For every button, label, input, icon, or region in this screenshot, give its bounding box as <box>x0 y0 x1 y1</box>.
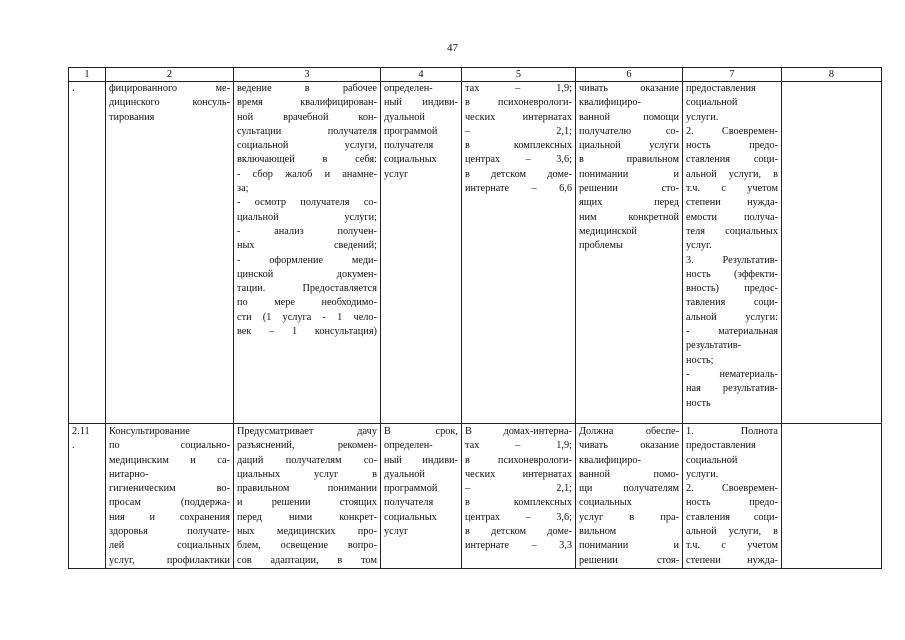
cell-line: в детском доме- <box>465 168 572 180</box>
cell-line: по социально- <box>109 440 230 452</box>
cell-line: 2. Своевремен- <box>686 125 778 137</box>
cell-line: программой <box>384 483 438 495</box>
cell-line: понимании и <box>579 540 679 552</box>
cell-line: проблемы <box>579 240 623 252</box>
cell-line: время квалифицирован- <box>237 97 377 109</box>
cell-line: блем, освещение вопро- <box>237 540 377 552</box>
cell-line: ная результатив- <box>686 383 778 395</box>
cell-line: тавления соци- <box>686 297 778 309</box>
cell-term <box>381 82 462 424</box>
cell-line: в психоневрологи- <box>465 454 572 466</box>
cell-line: сов адаптации, в том <box>237 554 377 566</box>
cell-line: Консультирование <box>109 426 190 437</box>
cell-line: ность предо- <box>686 497 778 509</box>
page-number: 47 <box>447 42 458 54</box>
cell-line: ведение в рабочее <box>237 83 377 94</box>
cell-term <box>381 424 462 569</box>
cell-line: решении стоя- <box>579 554 679 566</box>
cell-line: услуги. <box>686 468 719 480</box>
table-row <box>69 424 882 569</box>
cell-line: щи получателям <box>579 483 679 495</box>
cell-line: получателю со- <box>579 125 679 137</box>
cell-line: дуальной <box>384 468 425 480</box>
header-cell-7: 7 <box>683 68 782 82</box>
cell-line: – 2,1; <box>465 483 572 495</box>
cell-line: в комплексных <box>465 140 572 152</box>
cell-line: - материальная <box>686 326 778 338</box>
cell-line: в детском доме- <box>465 526 572 538</box>
cell-line: просам (поддержа- <box>109 497 230 509</box>
cell-line: Предусматривает дачу <box>237 426 377 437</box>
cell-line: . <box>72 440 75 452</box>
cell-line: услуг, профилактики <box>109 554 230 566</box>
cell-line: ных сведений; <box>237 240 377 252</box>
cell-line: - нематериаль- <box>686 368 778 380</box>
header-cell-1: 1 <box>69 68 106 82</box>
cell-service-name <box>106 424 234 569</box>
cell-line: получателя <box>384 140 434 152</box>
cell-line: т.ч. с учетом <box>686 183 778 195</box>
cell-line: альной услуги, в <box>686 168 778 180</box>
cell-tariff <box>462 82 576 424</box>
cell-line: правильном понимании <box>237 483 377 495</box>
cell-line: ставления соци- <box>686 511 778 523</box>
cell-line: т.ч. с учетом <box>686 540 778 552</box>
table-row <box>69 82 882 424</box>
cell-line: дуальной <box>384 111 425 123</box>
cell-line: чивать оказание <box>579 440 679 452</box>
cell-line: - анализ получен- <box>237 225 377 237</box>
cell-line: определен- <box>384 440 433 452</box>
cell-line: разъяснений, рекомен- <box>237 440 377 452</box>
cell-line: социальной <box>686 454 738 466</box>
cell-line: в психоневрологи- <box>465 97 572 109</box>
cell-line: теля социальных <box>686 225 778 237</box>
cell-line: социальных <box>384 511 437 523</box>
cell-line: циальной услуги <box>579 140 679 152</box>
cell-notes <box>782 424 882 569</box>
cell-line: 2.11 <box>72 426 90 437</box>
cell-line: ческих интернатах <box>465 111 572 123</box>
cell-line: здоровья получате- <box>109 526 230 538</box>
cell-line: понимании и <box>579 168 679 180</box>
cell-line: емости получа- <box>686 211 778 223</box>
cell-line: медицинской <box>579 225 637 237</box>
header-cell-2: 2 <box>106 68 234 82</box>
cell-line: гигиеническим во- <box>109 483 230 495</box>
cell-line: услуг в пра- <box>579 511 679 523</box>
cell-line: услуг <box>384 168 409 180</box>
cell-line: медицинским и са- <box>109 454 230 466</box>
cell-line: альной услуги: <box>686 311 778 323</box>
cell-service-name <box>106 82 234 424</box>
cell-line: услуги. <box>686 111 719 123</box>
cell-line: Должна обеспе- <box>579 426 679 437</box>
cell-line: даций получателям со- <box>237 454 377 466</box>
cell-line: ность предо- <box>686 140 778 152</box>
cell-number <box>69 82 106 424</box>
cell-line: - сбор жалоб и анамне- <box>237 168 377 180</box>
cell-line: ных медицинских про- <box>237 526 377 538</box>
cell-line: циальной услуги; <box>237 211 377 223</box>
cell-line: ность (эффекти- <box>686 268 778 280</box>
cell-line: в комплексных <box>465 497 572 509</box>
cell-line: интернате – 6,6 <box>465 183 572 195</box>
cell-line: результатив- <box>686 340 742 352</box>
header-cell-6: 6 <box>576 68 683 82</box>
cell-line: по мере необходимо- <box>237 297 377 309</box>
cell-line: дицинского консуль- <box>109 97 230 109</box>
cell-line: ванной помо- <box>579 468 679 480</box>
header-cell-3: 3 <box>234 68 381 82</box>
cell-line: социальной <box>686 97 738 109</box>
cell-line: социальных <box>384 154 437 166</box>
cell-line: В домах-интерна- <box>465 426 572 437</box>
cell-line: услуг <box>384 526 409 538</box>
cell-line: определен- <box>384 83 433 94</box>
cell-line: фицированного ме- <box>109 83 230 94</box>
cell-line: вильном <box>579 526 617 538</box>
cell-line: ставления соци- <box>686 154 778 166</box>
cell-line: программой <box>384 125 438 137</box>
cell-line: 1. Полнота <box>686 426 778 437</box>
cell-line: в правильном <box>579 154 679 166</box>
cell-line: включающей в себя: <box>237 154 377 166</box>
header-cell-5: 5 <box>462 68 576 82</box>
cell-line: центрах – 3,6; <box>465 511 572 523</box>
cell-conditions <box>576 424 683 569</box>
header-cell-8: 8 <box>782 68 882 82</box>
cell-line: - осмотр получателя со- <box>237 197 377 209</box>
cell-line: ванной помощи <box>579 111 679 123</box>
cell-notes <box>782 82 882 424</box>
cell-line: тации. Предоставляется <box>237 283 377 295</box>
cell-line: интернате – 3,3 <box>465 540 572 552</box>
cell-line: ящих перед <box>579 197 679 209</box>
cell-number <box>69 424 106 569</box>
cell-description <box>234 82 381 424</box>
cell-line: и решении стоящих <box>237 497 377 509</box>
cell-line: . <box>72 83 75 94</box>
cell-line: цинской докумен- <box>237 268 377 280</box>
cell-tariff <box>462 424 576 569</box>
header-cell-4: 4 <box>381 68 462 82</box>
cell-line: век – 1 консультация) <box>237 326 377 338</box>
cell-line: - оформление меди- <box>237 254 377 266</box>
cell-line: квалифициро- <box>579 454 641 466</box>
cell-line: ния и сохранения <box>109 511 230 523</box>
cell-line: социальных <box>579 497 632 509</box>
cell-line: лей социальных <box>109 540 230 552</box>
cell-description <box>234 424 381 569</box>
cell-line: за; <box>237 183 249 195</box>
cell-line: тирования <box>109 111 155 123</box>
cell-line: сти (1 услуга - 1 чело- <box>237 311 377 323</box>
cell-line: 3. Результатив- <box>686 254 778 266</box>
cell-line: перед ними конкрет- <box>237 511 377 523</box>
cell-line: предоставления <box>686 440 756 452</box>
cell-line: циальных услуг в <box>237 468 377 480</box>
cell-line: решении сто- <box>579 183 679 195</box>
cell-line: – 2,1; <box>465 125 572 137</box>
cell-line: социальной услуги, <box>237 140 377 152</box>
header-row <box>69 68 882 82</box>
cell-line: сультации получателя <box>237 125 377 137</box>
cell-line: услуг. <box>686 240 712 252</box>
cell-line: ческих интернатах <box>465 468 572 480</box>
cell-line: вность) предос- <box>686 283 778 295</box>
cell-line: ный индиви- <box>384 97 458 109</box>
cell-line: В срок, <box>384 426 458 437</box>
cell-line: тах – 1,9; <box>465 440 572 452</box>
cell-line: центрах – 3,6; <box>465 154 572 166</box>
cell-line: ность; <box>686 354 714 366</box>
cell-line: ный индиви- <box>384 454 458 466</box>
cell-line: квалифициро- <box>579 97 641 109</box>
cell-line: 2. Своевремен- <box>686 483 778 495</box>
cell-line: чивать оказание <box>579 83 679 94</box>
cell-line: предоставления <box>686 83 756 94</box>
cell-line: ность <box>686 397 711 409</box>
cell-quality-indicators <box>683 424 782 569</box>
cell-line: получателя <box>384 497 434 509</box>
cell-line: тах – 1,9; <box>465 83 572 94</box>
cell-line: степени нужда- <box>686 197 778 209</box>
cell-line: степени нужда- <box>686 554 778 566</box>
cell-line: ним конкретной <box>579 211 679 223</box>
cell-line: альной услуги, в <box>686 526 778 538</box>
cell-line: нитарно- <box>109 468 149 480</box>
cell-quality-indicators <box>683 82 782 424</box>
cell-conditions <box>576 82 683 424</box>
services-table <box>68 67 882 569</box>
cell-line: ной врачебной кон- <box>237 111 377 123</box>
